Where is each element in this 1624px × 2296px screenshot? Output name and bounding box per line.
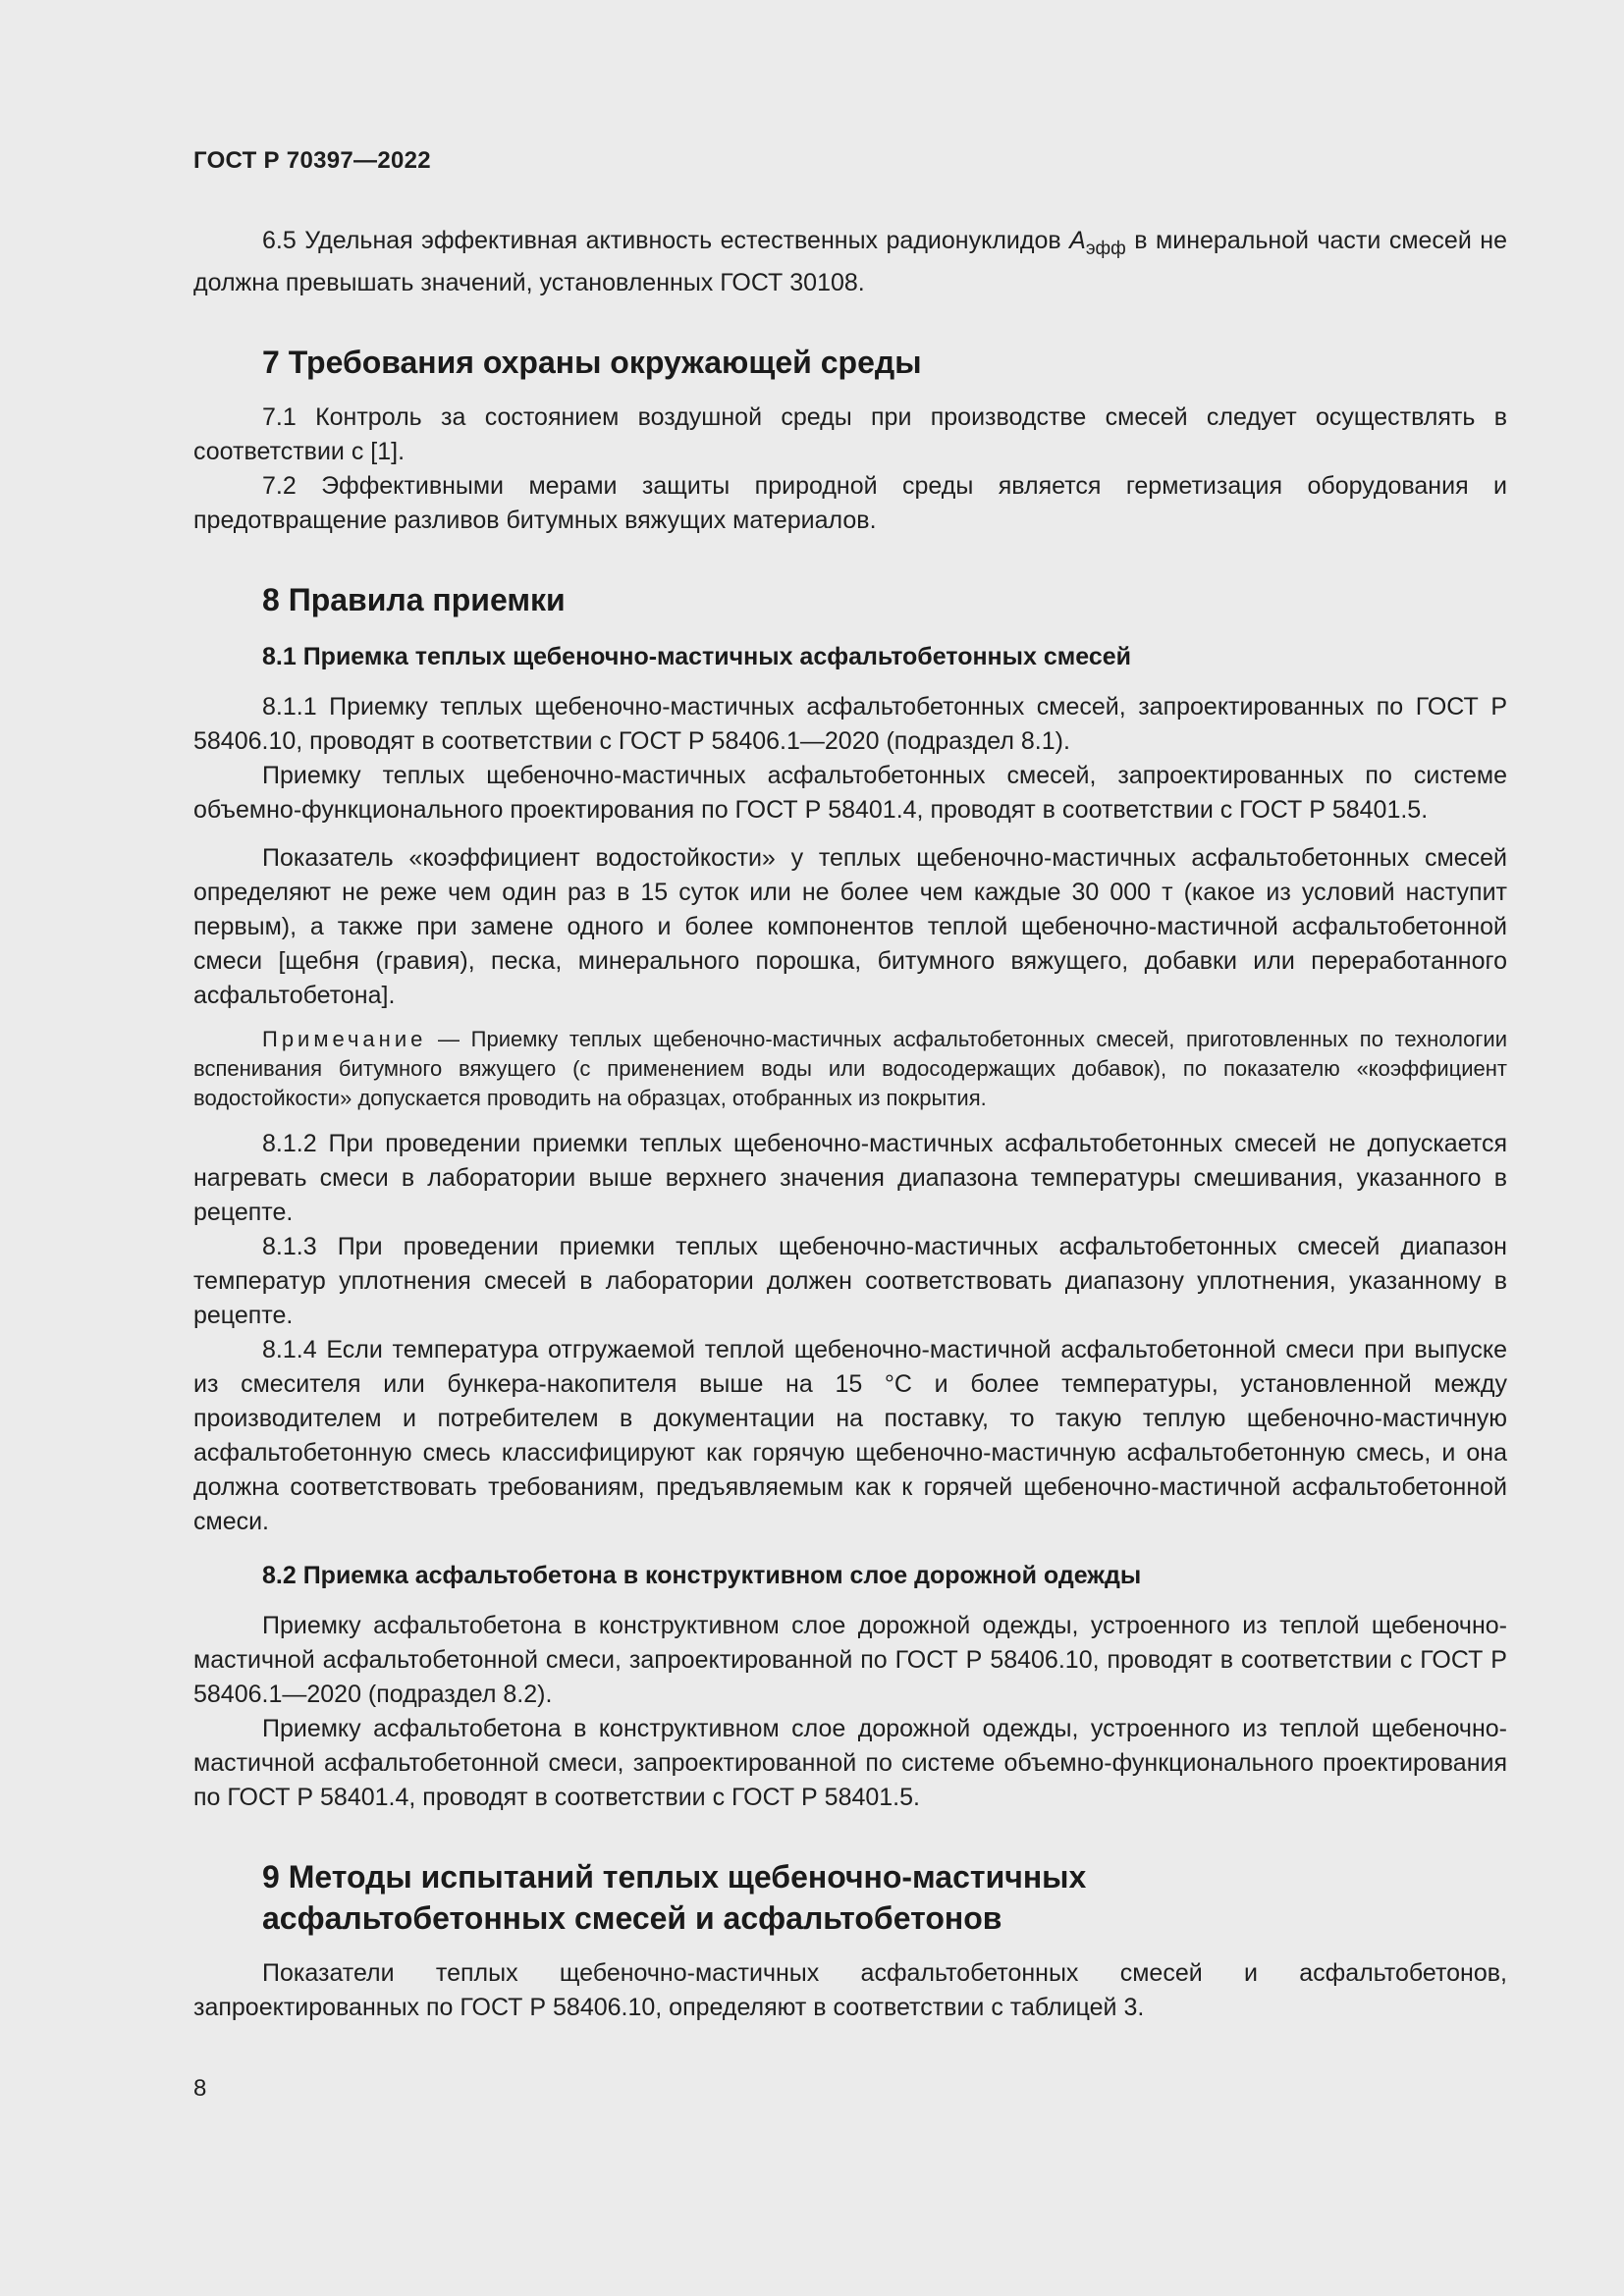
section-8-title: 8 Правила приемки <box>262 582 566 617</box>
paragraph-8-1-4: 8.1.4 Если температура отгружаемой теплой щебеночно-мастичной асфальтобетонной смеси при выпуске из смесителя или бункера-накопителя выше на 15 °С и более температуры, установленной между производителем и потребителем в документации на поставку, то такую теплую щебеночно-мастичную асфальтобетонную смесь классифицируют как горячую щебеночно-мастичную асфальтобетонную смесь, и она должна соответствовать требованиям, предъявляемым как к горячей щебеночно-мастичной асфальтобетонной смеси. <box>193 1336 1507 1535</box>
activity-subscript: эфф <box>1085 239 1126 259</box>
paragraph-8-1-3: 8.1.3 При проведении приемки теплых щебеночно-мастичных асфальтобетонных смесей диапазон температур уплотнения смесей в лаборатории должен соответствовать диапазону уплотнения, указанному в рецепте. <box>193 1233 1507 1329</box>
paragraph-6-5-part2: в минеральной части смесей не должна превышать значений, установленных ГОСТ 30108. <box>193 227 1507 296</box>
paragraph-6-5-part1: 6.5 Удельная эффективная активность естественных радионуклидов <box>262 227 1070 254</box>
subsection-8-2-title: 8.2 Приемка асфальтобетона в конструктивном слое дорожной одежды <box>262 1562 1142 1589</box>
paragraph-6-5 <box>193 224 1507 300</box>
note-text: — Приемку теплых щебеночно-мастичных асфальтобетонных смесей, приготовленных по технологии вспенивания битумного вяжущего (с применением воды или водосодержащих добавок), по показателю «коэффициент водостойкости» допускается проводить на образцах, отобранных из покрытия. <box>193 1027 1507 1110</box>
section-7-title: 7 Требования охраны окружающей среды <box>262 345 922 380</box>
paragraph-8-2-b: Приемку асфальтобетона в конструктивном слое дорожной одежды, устроенного из теплой щебеночно-мастичной асфальтобетонной смеси, запроектированной по системе объемно-функционального проектирования по ГОСТ Р 58401.4, проводят в соответствии с ГОСТ Р 58401.5. <box>193 1715 1507 1811</box>
paragraph-9: Показатели теплых щебеночно-мастичных асфальтобетонных смесей и асфальтобетонов, запроектированных по ГОСТ Р 58406.10, определяют в соответствии с таблицей 3. <box>193 1959 1507 2021</box>
section-9-title-line1: 9 Методы испытаний теплых щебеночно-мастичных <box>262 1859 1087 1895</box>
paragraph-8-1-1: 8.1.1 Приемку теплых щебеночно-мастичных асфальтобетонных смесей, запроектированных по ГОСТ Р 58406.10, проводят в соответствии с ГОСТ Р 58406.1—2020 (подраздел 8.1). <box>193 693 1507 755</box>
document-header: ГОСТ Р 70397—2022 <box>193 147 431 174</box>
page-number: 8 <box>193 2075 207 2102</box>
paragraph-8-1-1-b: Приемку теплых щебеночно-мастичных асфальтобетонных смесей, запроектированных по системе объемно-функционального проектирования по ГОСТ Р 58401.4, проводят в соответствии с ГОСТ Р 58401.5. <box>193 762 1507 824</box>
subsection-8-1-title: 8.1 Приемка теплых щебеночно-мастичных асфальтобетонных смесей <box>262 643 1132 670</box>
document-body <box>193 224 1507 2025</box>
paragraph-7-1: 7.1 Контроль за состоянием воздушной среды при производстве смесей следует осуществлять в соответствии с [1]. <box>193 403 1507 465</box>
section-9-title-line2: асфальтобетонных смесей и асфальтобетонов <box>262 1900 1002 1936</box>
section-9-title <box>262 1856 1507 1939</box>
paragraph-7-2: 7.2 Эффективными мерами защиты природной среды является герметизация оборудования и предотвращение разливов битумных вяжущих материалов. <box>193 472 1507 534</box>
note <box>193 1025 1507 1113</box>
paragraph-8-2-a: Приемку асфальтобетона в конструктивном слое дорожной одежды, устроенного из теплой щебеночно-мастичной асфальтобетонной смеси, запроектированной по ГОСТ Р 58406.10, проводят в соответствии с ГОСТ Р 58406.1—2020 (подраздел 8.2). <box>193 1612 1507 1708</box>
activity-symbol: A <box>1069 227 1086 254</box>
paragraph-8-1-2: 8.1.2 При проведении приемки теплых щебеночно-мастичных асфальтобетонных смесей не допускается нагревать смеси в лаборатории выше верхнего значения диапазона температуры смешивания, указанного в рецепте. <box>193 1130 1507 1226</box>
note-label: Примечание <box>262 1027 427 1051</box>
paragraph-8-1-1-c: Показатель «коэффициент водостойкости» у теплых щебеночно-мастичных асфальтобетонных смесей определяют не реже чем один раз в 15 суток или не более чем каждые 30 000 т (какое из условий наступит первым), а также при замене одного и более компонентов теплой щебеночно-мастичной асфальтобетонной смеси [щебня (гравия), песка, минерального порошка, битумного вяжущего, добавки или переработанного асфальтобетона]. <box>193 844 1507 1009</box>
